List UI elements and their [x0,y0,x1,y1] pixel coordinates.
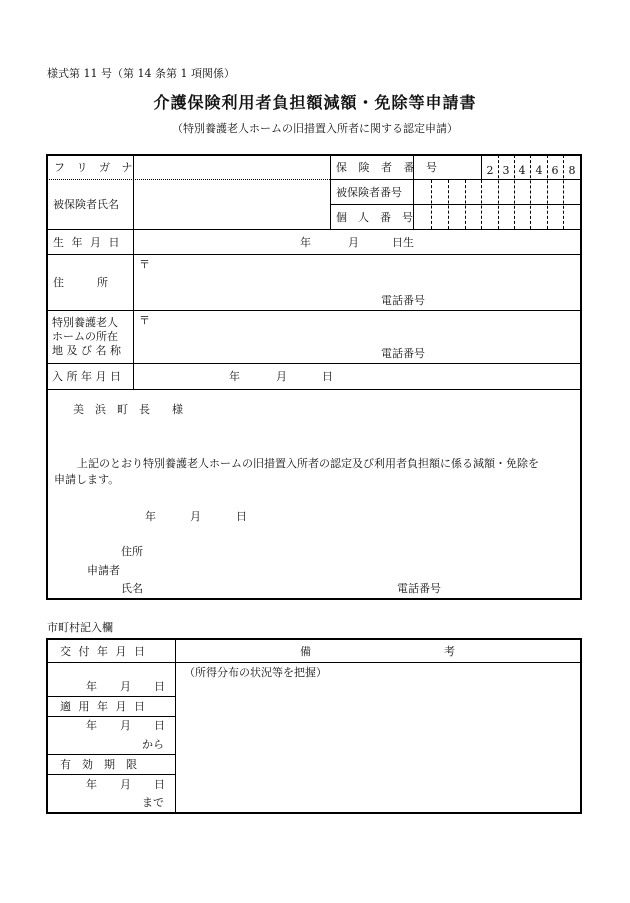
applicant-phone-label: 電話番号 [397,582,441,595]
declaration-text-line1: 上記のとおり特別養護老人ホームの旧措置入所者の認定及び利用者負担額に係る減額・免除を [77,457,539,470]
until-label: まで [142,796,164,809]
insurer-digit: 8 [568,164,576,177]
insurer-digit: 4 [518,164,526,177]
furigana-label: フ リ ガ ナ [54,161,137,174]
page-title: 介護保険利用者負担額減額・免除等申請書 [153,93,477,112]
facility-field[interactable] [134,311,581,363]
insurer-digit: 6 [551,164,559,177]
insurer-digit: 3 [502,164,510,177]
birth-day-unit: 日生 [392,236,414,249]
facility-label-line1: 特別養護老人 [52,316,118,329]
birth-date-label: 生 年 月 日 [53,236,122,249]
furigana-field[interactable] [134,155,330,179]
addressee: 美 浜 町 長 様 [73,403,183,416]
apply-date-label: 適 用 年 月 日 [60,700,147,713]
admission-date-label: 入 所 年 月 日 [52,370,121,383]
apply-year-unit: 年 [86,719,97,732]
declaration-month-unit: 月 [190,510,201,523]
facility-label-line2: ホームの所在 [52,330,118,343]
facility-postal-mark: 〒 [139,314,150,327]
birth-date-field[interactable] [134,230,581,254]
remarks-note: （所得分布の状況等を把握） [184,666,327,679]
valid-day-unit: 日 [154,778,165,791]
remarks-label-2: 考 [444,645,455,658]
admission-day-unit: 日 [322,370,333,383]
personal-number-field[interactable] [414,205,581,229]
remarks-label-1: 備 [300,645,311,658]
issue-date-label: 交 付 年 月 日 [60,645,147,658]
issue-month-unit: 月 [120,680,131,693]
admission-year-unit: 年 [229,370,240,383]
insurer-digit: 4 [535,164,543,177]
admission-month-unit: 月 [276,370,287,383]
issue-day-unit: 日 [154,680,165,693]
address-field[interactable] [134,255,581,310]
personal-number-label: 個 人 番 号 [336,211,413,224]
facility-label-line3: 地 及 び 名 称 [52,344,121,357]
declaration-day-unit: 日 [236,510,247,523]
apply-day-unit: 日 [154,719,165,732]
insured-number-label: 被保険者番号 [336,186,402,199]
apply-month-unit: 月 [120,719,131,732]
declaration-year-unit: 年 [145,510,156,523]
applicant-label: 申請者 [87,564,120,577]
applicant-name-label: 氏名 [121,582,143,595]
postal-mark: 〒 [139,258,150,271]
municipal-section-title: 市町村記入欄 [47,621,113,634]
applicant-address-label: 住所 [121,545,143,558]
valid-month-unit: 月 [120,778,131,791]
admission-date-field[interactable] [134,364,581,389]
from-label: から [142,738,164,751]
insurer-digit: 2 [486,164,494,177]
insured-name-field[interactable] [134,180,330,229]
address-label: 住 所 [53,276,108,289]
issue-year-unit: 年 [86,680,97,693]
page-subtitle: （特別養護老人ホームの旧措置入所者に関する認定申請） [172,122,458,135]
insured-name-label: 被保険者氏名 [53,198,119,211]
valid-year-unit: 年 [86,778,97,791]
birth-month-unit: 月 [348,236,359,249]
insured-number-field[interactable] [414,180,581,204]
valid-period-label: 有 効 期 限 [60,758,137,771]
address-phone-label: 電話番号 [381,294,425,307]
declaration-text-line2: 申請します。 [54,473,120,486]
facility-phone-label: 電話番号 [381,347,425,360]
remarks-field[interactable] [176,663,581,813]
birth-year-unit: 年 [300,236,311,249]
form-number: 様式第 11 号（第 14 条第 1 項関係） [47,67,235,80]
insurer-number-label: 保 険 者 番 号 [336,161,441,174]
